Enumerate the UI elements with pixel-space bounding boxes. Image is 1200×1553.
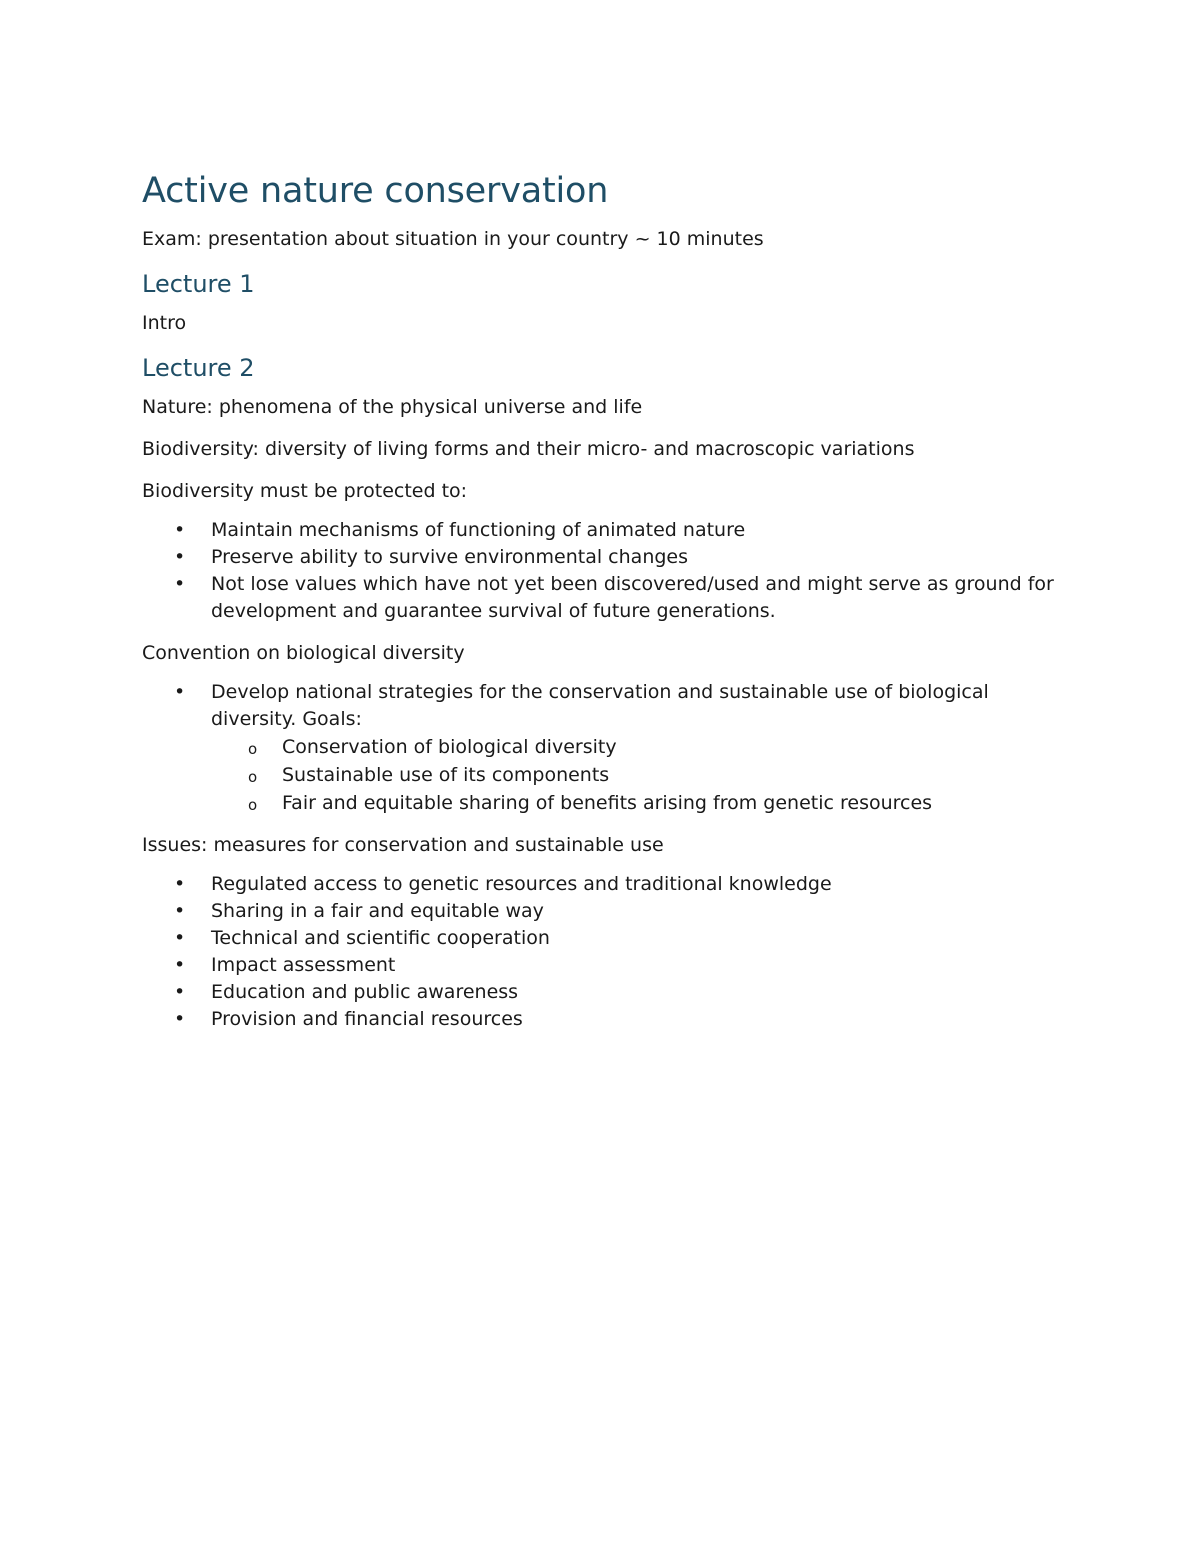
lecture-1-heading: Lecture 1 <box>142 270 255 298</box>
list-item <box>142 979 1072 1006</box>
list-item-text: Technical and scientific cooperation <box>211 926 550 949</box>
bullet-icon: • <box>174 926 186 949</box>
list-item <box>142 898 1072 925</box>
bullet-icon: • <box>174 980 186 1003</box>
convention-intro: Convention on biological diversity <box>142 641 465 664</box>
list-item-text: Develop national strategies for the conservation and sustainable use of biological diversity. Goals: <box>211 680 989 730</box>
biodiversity-definition: Biodiversity: diversity of living forms and their micro- and macroscopic variations <box>142 437 915 460</box>
convention-list <box>142 679 1072 817</box>
list-item <box>142 871 1072 898</box>
bullet-icon: • <box>174 872 186 895</box>
goals-list <box>211 733 1072 817</box>
document-title: Active nature conservation <box>142 171 609 211</box>
list-item-text: Sharing in a fair and equitable way <box>211 899 544 922</box>
list-item-text: Preserve ability to survive environmental changes <box>211 545 689 568</box>
sub-list-item <box>211 789 1072 817</box>
list-item-text: Impact assessment <box>211 953 396 976</box>
lecture-2-heading: Lecture 2 <box>142 353 255 382</box>
lecture-1-body: Intro <box>142 311 187 334</box>
bullet-icon: • <box>174 680 186 703</box>
sub-list-item-text: Sustainable use of its components <box>282 763 610 786</box>
list-item <box>142 544 1072 571</box>
list-item-text: Not lose values which have not yet been discovered/used and might serve as ground for development and guarantee survival of future generations. <box>211 572 1054 622</box>
document-page <box>142 170 1072 1048</box>
list-item <box>142 571 1072 625</box>
bullet-icon: • <box>174 572 186 595</box>
protect-list <box>142 517 1072 625</box>
list-item <box>142 517 1072 544</box>
list-item <box>142 952 1072 979</box>
list-item-text: Education and public awareness <box>211 980 519 1003</box>
list-item <box>142 1006 1072 1033</box>
circle-bullet-icon: o <box>248 795 258 814</box>
sub-list-item-text: Conservation of biological diversity <box>282 735 617 758</box>
circle-bullet-icon: o <box>248 739 258 758</box>
bullet-icon: • <box>174 545 186 568</box>
list-item-text: Regulated access to genetic resources and traditional knowledge <box>211 872 832 895</box>
circle-bullet-icon: o <box>248 767 258 786</box>
sub-list-item <box>211 761 1072 789</box>
list-item <box>142 925 1072 952</box>
nature-definition: Nature: phenomena of the physical universe and life <box>142 395 643 418</box>
bullet-icon: • <box>174 518 186 541</box>
exam-line: Exam: presentation about situation in your country ~ 10 minutes <box>142 228 764 250</box>
issues-list <box>142 871 1072 1033</box>
list-item <box>142 679 1072 817</box>
list-item-text: Maintain mechanisms of functioning of animated nature <box>211 518 746 541</box>
sub-list-item <box>211 733 1072 761</box>
issues-intro: Issues: measures for conservation and sustainable use <box>142 833 664 856</box>
sub-list-item-text: Fair and equitable sharing of benefits arising from genetic resources <box>282 791 933 814</box>
list-item-text: Provision and financial resources <box>211 1007 523 1030</box>
bullet-icon: • <box>174 953 186 976</box>
bullet-icon: • <box>174 1007 186 1030</box>
protect-intro: Biodiversity must be protected to: <box>142 479 468 502</box>
bullet-icon: • <box>174 899 186 922</box>
